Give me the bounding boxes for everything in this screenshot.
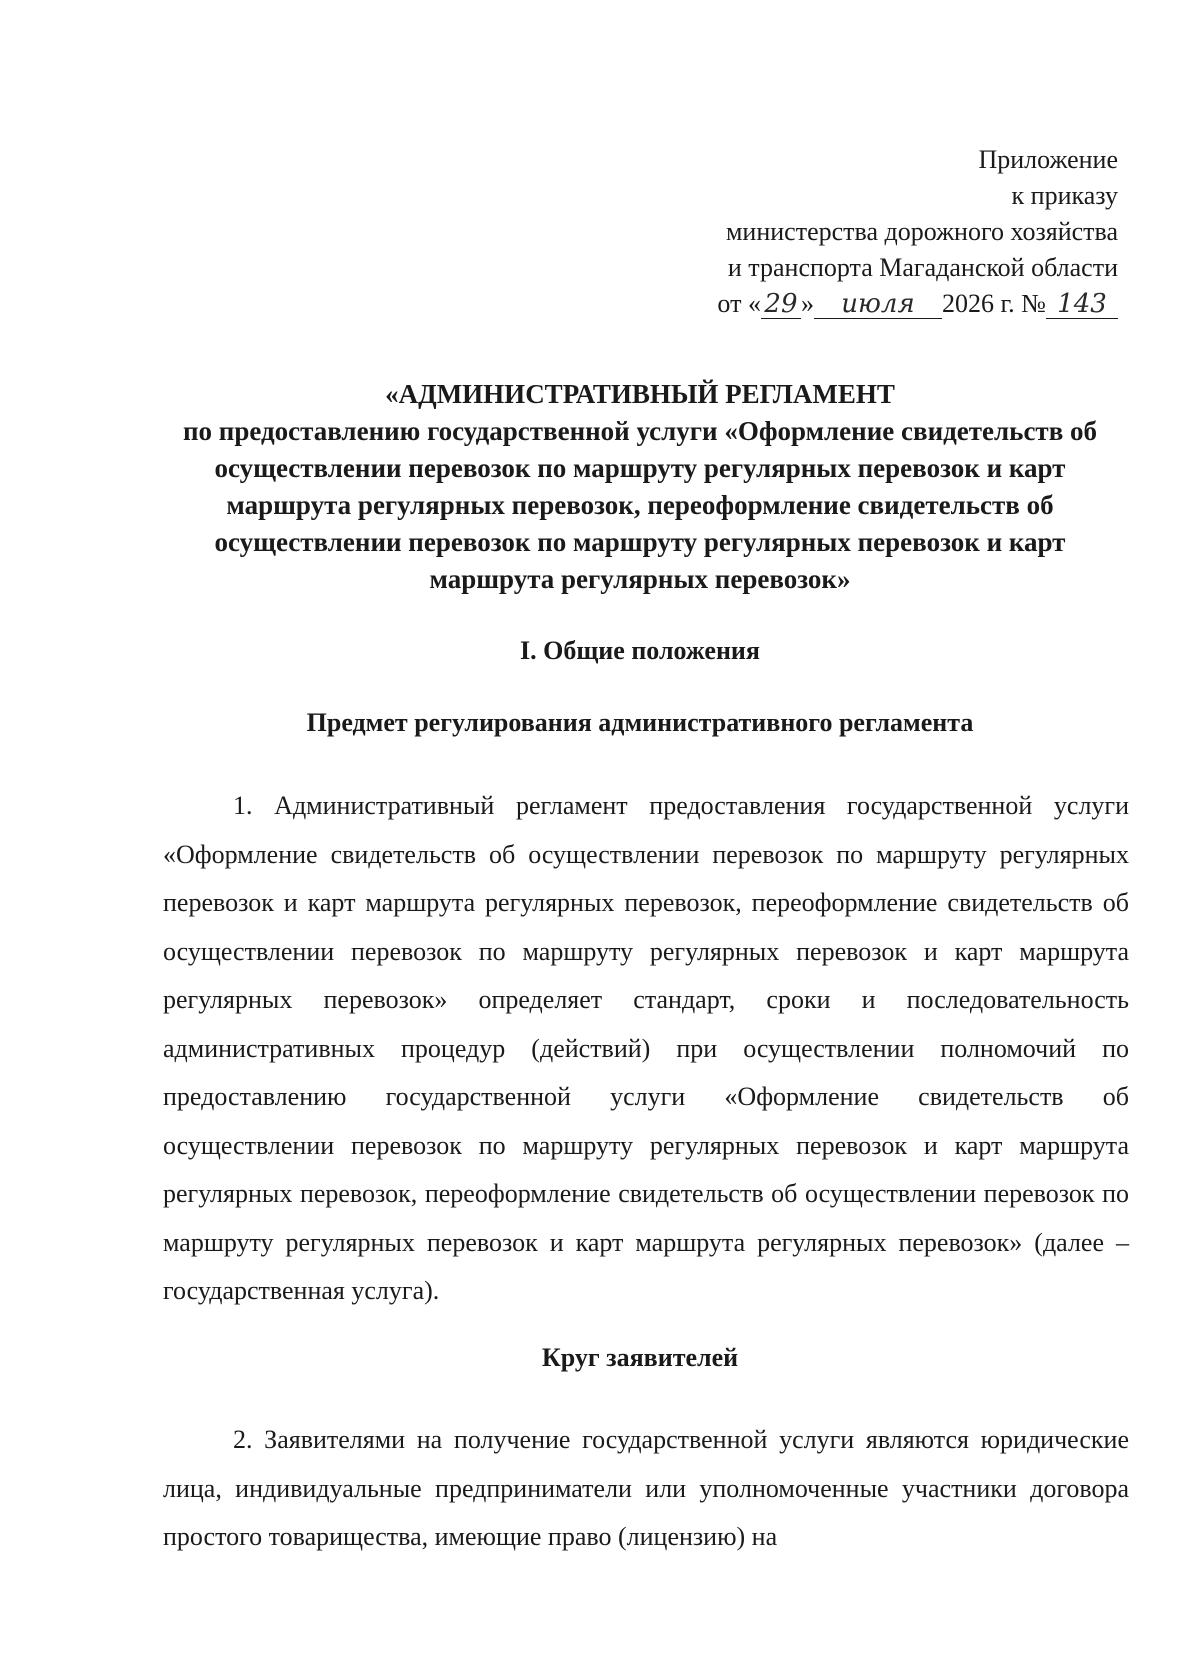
handwritten-order-number: 143 (1046, 290, 1118, 319)
handwritten-month: июля (814, 290, 942, 319)
section-heading-applicants: Круг заявителей (541, 1343, 739, 1372)
title-subtitle: по предоставлению государственной услуги «Оформление свидетельств об осуществлении перевозок по маршруту регулярных перевозок и карт маршрута регулярных перевозок, переоформление свидетельств об осуществлении перевозок по маршруту регулярных перевозок и карт маршрута регулярных перевозок» (182, 416, 1098, 594)
handwritten-day: 29 (761, 290, 801, 319)
appendix-order-ref: к приказу (1011, 181, 1118, 210)
appendix-ministry: министерства дорожного хозяйства (725, 217, 1118, 246)
date-year-label: 2026 г. № (941, 289, 1046, 318)
appendix-header (558, 142, 1118, 322)
section-heading-general: I. Общие положения (520, 636, 760, 665)
paragraph-1: 1. Административный регламент предоставления государственной услуги «Оформление свидетельств об осуществлении перевозок по маршруту регулярных перевозок и карт маршрута регулярных перевозок, переоформление свидетельств об осуществлении перевозок по маршруту регулярных перевозок и карт маршрута регулярных перевозок» определяет стандарт, сроки и последовательность административных процедур (действий) при осуществлении полномочий по предоставлению государственной услуги «Оформление свидетельств об осуществлении перевозок по маршруту регулярных перевозок и карт маршрута регулярных перевозок, переоформление свидетельств об осуществлении перевозок по маршруту регулярных перевозок и карт маршрута регулярных перевозок» (далее – государственная услуга). (163, 791, 1129, 1305)
date-prefix: от « (717, 289, 761, 318)
section-heading-subject: Предмет регулирования административного регламента (306, 708, 974, 737)
appendix-label: Приложение (978, 145, 1118, 174)
date-quote-close: » (800, 289, 814, 318)
order-date-line (558, 286, 1118, 322)
document-title (150, 376, 1130, 598)
title-main: «АДМИНИСТРАТИВНЫЙ РЕГЛАМЕНТ (385, 379, 895, 409)
paragraph-2: 2. Заявителями на получение государственной услуги являются юридические лица, индивидуальные предприниматели или уполномоченные участники договора простого товарищества, имеющие право (лицензию) на (163, 1425, 1129, 1551)
appendix-ministry-region: и транспорта Магаданской области (727, 253, 1118, 282)
